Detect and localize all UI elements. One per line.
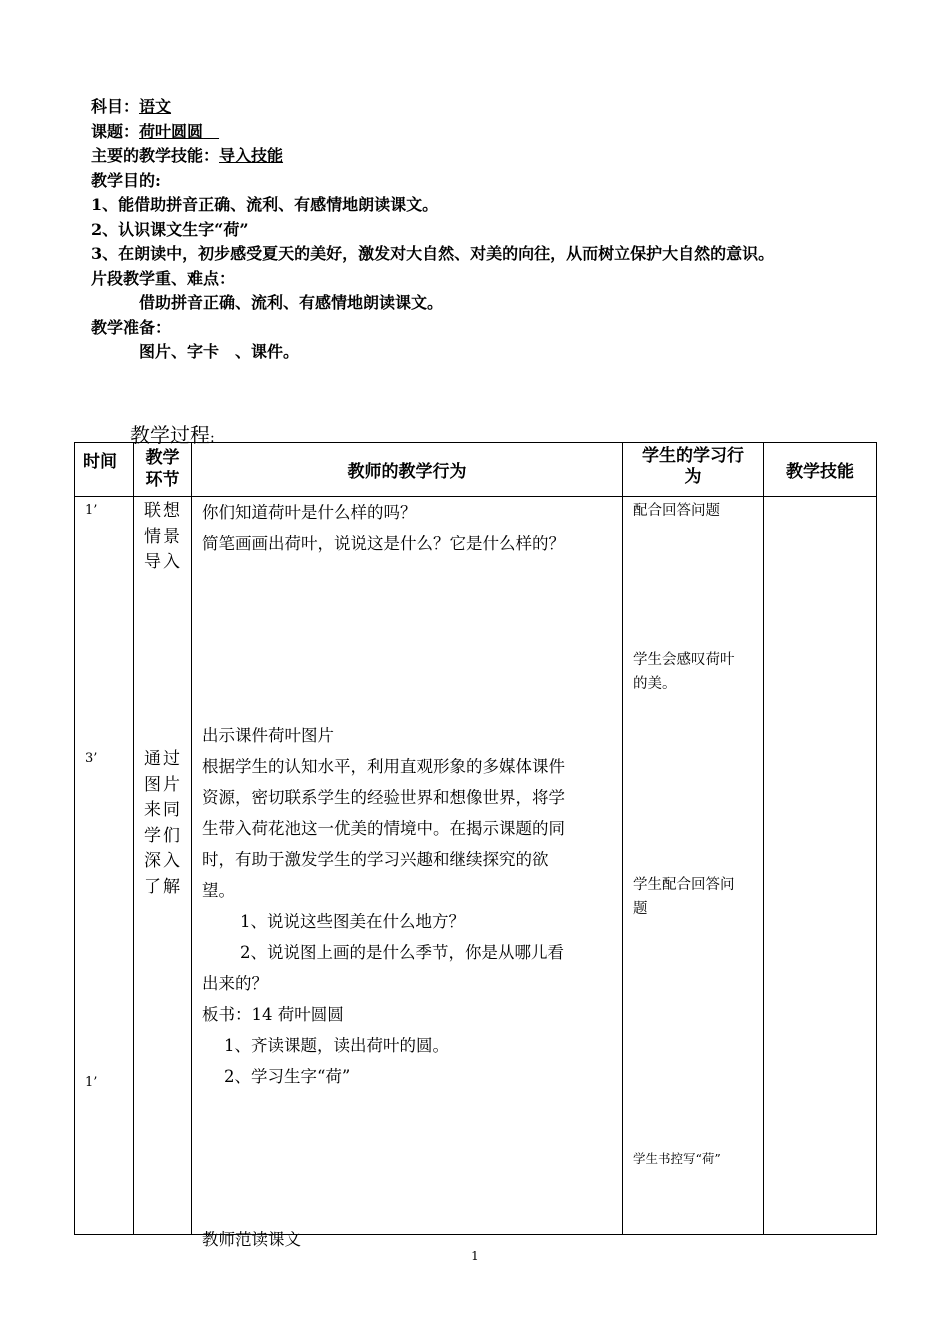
time-2: 3’: [85, 751, 98, 766]
student-note-4: 学生书控写“荷”: [633, 1151, 721, 1166]
teacher-block-2: 出示课件荷叶图片 根据学生的认知水平，利用直观形象的多媒体课件 资源，密切联系学生的经验世界和想像世界，将学 生带入荷花池这一优美的情境中。在揭示课题的同 时，有助于激发学生的学习兴趣和继续探究的欲 望。 1、说说这些图美在什么地方？ 2、说说图上画的是什么季节，你是从哪儿看 出来的？ 板书：14 荷叶圆圆 1、齐读课题，读出荷叶的圆。 2、学习生字“荷”: [202, 726, 565, 1086]
topic-line: 课题：荷叶圆圆: [91, 121, 204, 141]
skill-cell: [764, 497, 877, 1235]
table-row: [75, 497, 877, 1235]
stage-b: 通过 图片 来同 学们 深入 了解: [144, 749, 182, 897]
lesson-process-table: [74, 442, 877, 1249]
skill-value: 导入技能: [219, 146, 284, 165]
header-time: 时间: [75, 443, 134, 497]
goals-label: 教学目的:: [91, 170, 161, 190]
time-3: 1’: [85, 1075, 98, 1090]
lesson-header: [91, 95, 774, 365]
student-note-2: 学生会感叹荷叶 的美。: [633, 652, 735, 692]
time-1: 1’: [85, 503, 98, 518]
topic-value: 荷叶圆圆: [139, 121, 204, 141]
focus-value: 借助拼音正确、流利、有感情地朗读课文。: [139, 293, 444, 312]
subject-line: 科目：语文: [91, 97, 172, 116]
header-student: 学生的学习行 为: [623, 443, 764, 497]
goal-2: 2、认识课文生字“荷”: [91, 219, 249, 239]
stage-a: 联想 情景 导入: [144, 501, 182, 572]
goal-3: 3、在朗读中，初步感受夏天的美好，激发对大自然、对美的向往，从而树立保护大自然的意识。: [91, 244, 775, 263]
stage-cell: [134, 497, 192, 1235]
header-teacher: 教师的教学行为: [192, 443, 623, 497]
prep-value: 图片、字卡 、课件。: [139, 342, 300, 361]
student-cell: [623, 497, 764, 1235]
student-note-3: 学生配合回答问 题: [633, 877, 735, 917]
skill-line: 主要的教学技能：导入技能: [91, 146, 284, 165]
teacher-block-1: 你们知道荷叶是什么样的吗？ 简笔画画出荷叶，说说这是什么？它是什么样的？: [202, 503, 565, 553]
process-title: 教学过程:: [130, 423, 215, 447]
page-number: 1: [471, 1249, 479, 1263]
header-stage: 教学 环节: [134, 443, 192, 497]
subject-value: 语文: [139, 97, 172, 116]
student-note-1: 配合回答问题: [633, 503, 720, 519]
prep-label: 教学准备：: [91, 317, 172, 337]
header-skill: 教学技能: [764, 443, 877, 497]
table-header-row: [75, 443, 877, 497]
teacher-cell: [192, 497, 623, 1249]
teacher-block-3: 教师范读课文: [202, 1230, 301, 1249]
time-cell: [75, 497, 134, 1235]
goal-1: 1、能借助拼音正确、流利、有感情地朗读课文。: [91, 195, 439, 214]
focus-label: 片段教学重、难点：: [91, 268, 236, 288]
